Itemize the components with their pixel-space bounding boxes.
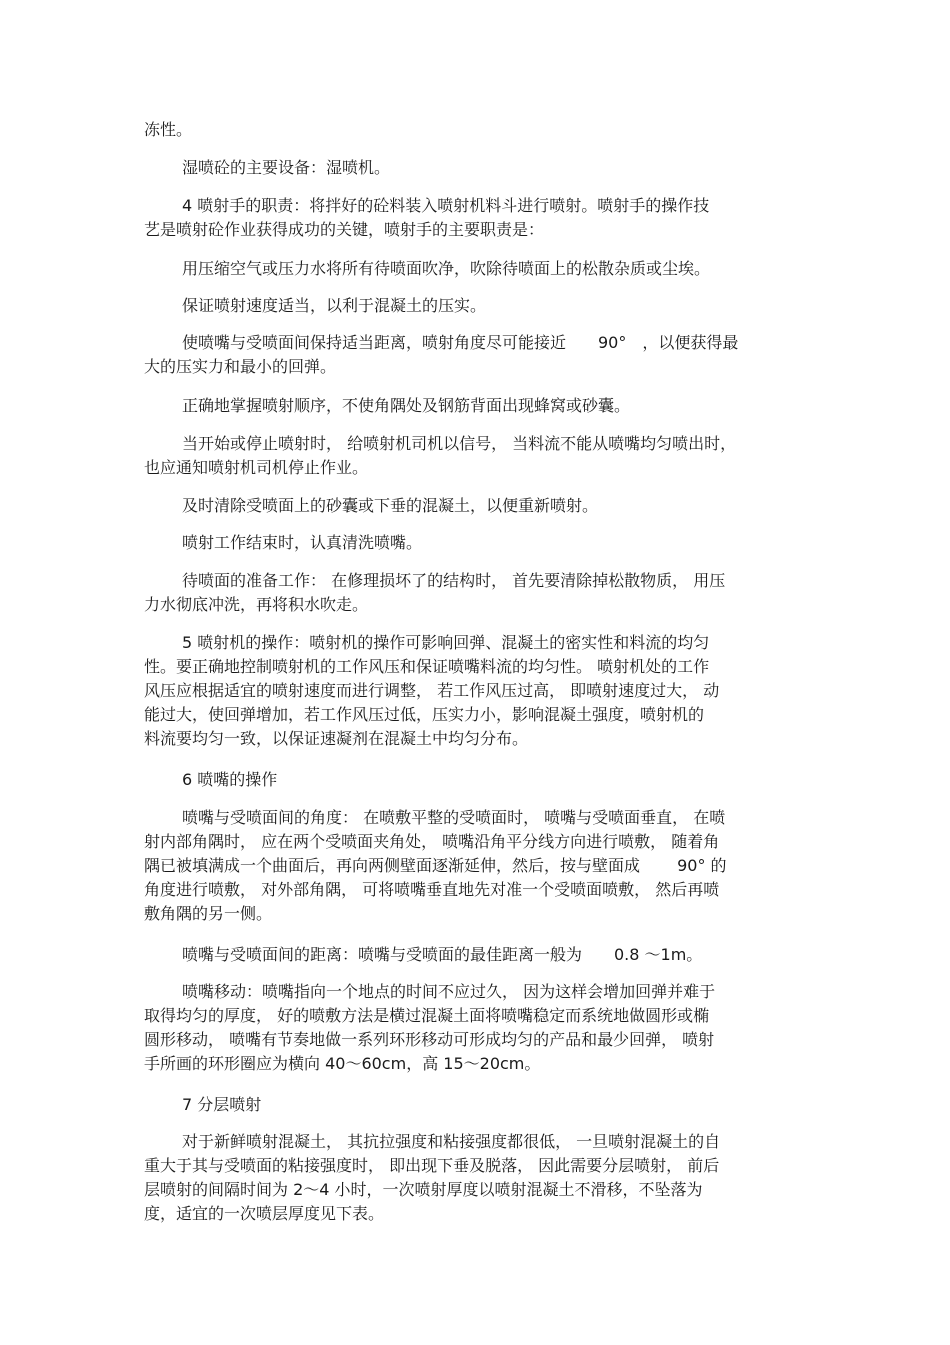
text-line: 重大于其与受喷面的粘接强度时， 即出现下垂及脱落， 因此需要分层喷射， 前后 (144, 1156, 720, 1175)
paragraph-text (144, 943, 806, 967)
text-line: 使喷嘴与受喷面间保持适当距离，喷射角度尽可能接近 90° ，以便获得最 (182, 333, 739, 352)
text-line: 艺是喷射砼作业获得成功的关键，喷射手的主要职责是： (144, 220, 545, 239)
text-line: 喷嘴移动：喷嘴指向一个地点的时间不应过久， 因为这样会增加回弹并难于 (182, 982, 716, 1001)
text-line: 保证喷射速度适当，以利于混凝土的压实。 (182, 296, 487, 315)
text-line: 度，适宜的一次喷层厚度见下表。 (144, 1204, 385, 1223)
text-line: 取得均匀的厚度， 好的喷敷方法是横过混凝土面将喷嘴稳定而系统地做圆形或椭 (144, 1006, 710, 1025)
paragraph-text (144, 432, 806, 480)
paragraph-text (144, 494, 806, 518)
text-line: 料流要均匀一致，以保证速凝剂在混凝土中均匀分布。 (144, 729, 529, 748)
paragraph-text (144, 980, 806, 1076)
text-line: 手所画的环形圈应为横向 40～60cm，高 15～20cm。 (144, 1054, 541, 1073)
paragraph-text (144, 569, 806, 617)
text-line: 当开始或停止喷射时， 给喷射机司机以信号， 当料流不能从喷嘴均匀喷出时， (182, 434, 737, 453)
paragraph-text (144, 118, 806, 142)
paragraph-text (144, 531, 806, 555)
paragraph-text (144, 806, 806, 926)
text-line: 对于新鲜喷射混凝土， 其抗拉强度和粘接强度都很低， 一旦喷射混凝土的自 (182, 1132, 721, 1151)
text-line: 圆形移动， 喷嘴有节奏地做一系列环形移动可形成均匀的产品和最少回弹， 喷射 (144, 1030, 715, 1049)
text-line: 6 喷嘴的操作 (182, 770, 278, 789)
text-line: 待喷面的准备工作： 在修理损坏了的结构时， 首先要清除掉松散物质， 用压 (182, 571, 726, 590)
paragraph-text (144, 631, 806, 751)
text-line: 层喷射的间隔时间为 2～4 小时，一次喷射厚度以喷射混凝土不滑移，不坠落为 (144, 1180, 703, 1199)
text-line: 性。要正确地控制喷射机的工作风压和保证喷嘴料流的均匀性。 喷射机处的工作 (144, 657, 710, 676)
text-line: 射内部角隅时， 应在两个受喷面夹角处， 喷嘴沿角平分线方向进行喷敷， 随着角 (144, 832, 720, 851)
text-line: 喷射工作结束时，认真清洗喷嘴。 (182, 533, 423, 552)
text-line: 用压缩空气或压力水将所有待喷面吹净，吹除待喷面上的松散杂质或尘埃。 (182, 259, 711, 278)
paragraph-text (144, 768, 806, 792)
text-line: 风压应根据适宜的喷射速度而进行调整， 若工作风压过高， 即喷射速度过大， 动 (144, 681, 720, 700)
paragraph-text (144, 156, 806, 180)
paragraph-text (144, 194, 806, 242)
paragraph-text (144, 257, 806, 281)
paragraph-text (144, 1130, 806, 1226)
text-line: 能过大，使回弹增加，若工作风压过低，压实力小，影响混凝土强度，喷射机的 (144, 705, 705, 724)
text-line: 冻性。 (144, 120, 193, 139)
paragraph-text (144, 1093, 806, 1117)
text-line: 正确地掌握喷射顺序，不使角隅处及钢筋背面出现蜂窝或砂囊。 (182, 396, 631, 415)
text-line: 角度进行喷敷， 对外部角隅， 可将喷嘴垂直地先对准一个受喷面喷敷， 然后再喷 (144, 880, 720, 899)
text-line: 5 喷射机的操作：喷射机的操作可影响回弹、混凝土的密实性和料流的均匀 (182, 633, 710, 652)
text-line: 湿喷砼的主要设备：湿喷机。 (182, 158, 391, 177)
text-line: 也应通知喷射机司机停止作业。 (144, 458, 369, 477)
text-line: 及时清除受喷面上的砂囊或下垂的混凝土，以便重新喷射。 (182, 496, 599, 515)
paragraph-text (144, 394, 806, 418)
text-line: 7 分层喷射 (182, 1095, 262, 1114)
paragraph-text (144, 331, 806, 379)
text-line: 力水彻底冲洗，再将积水吹走。 (144, 595, 369, 614)
text-line: 大的压实力和最小的回弹。 (144, 357, 337, 376)
text-line: 隅已被填满成一个曲面后，再向两侧壁面逐渐延伸，然后，按与壁面成 90° 的 (144, 856, 727, 875)
paragraph-text (144, 294, 806, 318)
text-line: 4 喷射手的职责：将拌好的砼料装入喷射机料斗进行喷射。喷射手的操作技 (182, 196, 710, 215)
text-line: 喷嘴与受喷面间的距离：喷嘴与受喷面的最佳距离一般为 0.8 ～1m。 (182, 945, 703, 964)
text-line: 敷角隅的另一侧。 (144, 904, 273, 923)
text-line: 喷嘴与受喷面间的角度： 在喷敷平整的受喷面时， 喷嘴与受喷面垂直， 在喷 (182, 808, 726, 827)
